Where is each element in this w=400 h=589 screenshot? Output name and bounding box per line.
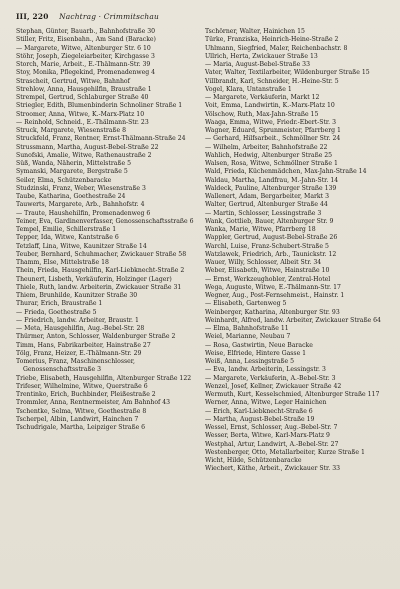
left-column xyxy=(16,28,198,432)
directory-entry: Ullrich, Herta, Zwickauer Straße 13 xyxy=(205,52,318,60)
directory-entry: Wessel, Ernst, Schlosser, Aug.-Bebel-Str. 7 xyxy=(205,424,338,431)
directory-entry: — Frieda, Goethestraße 5 xyxy=(16,308,97,316)
directory-entry: Trentinko, Erich, Buchbinder, Pleißestraße 2 xyxy=(16,391,156,398)
directory-entry: Tschudrigale, Martha, Leipziger Straße 6 xyxy=(16,424,146,431)
directory-entry: Teiner, Eva, Gardinenverfasser, Genossenschaftsstraße 6 xyxy=(16,217,194,225)
directory-entry: Tempel, Emilie, Schillerstraße 1 xyxy=(16,226,117,233)
directory-entry: Vogel, Klara, Untanstraße 1 xyxy=(205,85,292,93)
directory-entry: Thamm, Else, Mittelstraße 18 xyxy=(16,259,109,266)
directory-entry: Westenberger, Otto, Metallarbeiter, Kurze Straße 1 xyxy=(205,448,365,456)
directory-entry: Waldau, Martha, Landfrau, M.-Jahn-Str. 14 xyxy=(205,176,339,184)
directory-entry: Tschörner, Walter, Hainichen 15 xyxy=(205,28,305,35)
directory-entry: — Eva, landw. Arbeiterin, Lessingstr. 3 xyxy=(205,366,326,374)
directory-entry: Tepper, Ida, Witwe, Kantstraße 6 xyxy=(16,234,119,242)
directory-entry: — Wilhelm, Arbeiter, Bahnhofstraße 22 xyxy=(205,143,328,151)
directory-entry: Stroomer, Anna, Witwe, K.-Marx-Platz 10 xyxy=(16,110,145,118)
directory-entry: Süß, Wanda, Näherin, Mittelstraße 5 xyxy=(16,160,132,167)
directory-entry: Stoy, Monika, Pflegekind, Promenadenweg 4 xyxy=(16,69,156,77)
directory-entry: Strussmann, Martha, August-Bebel-Straße 22 xyxy=(16,143,159,151)
directory-entry: — Martha, August-Bebel-Straße 19 xyxy=(205,415,315,423)
directory-entry: Taube, Katharina, Goethestraße 24 xyxy=(16,193,126,200)
directory-entry: Wegner, Aug., Post-Fernsehmeist., Hainstr. 1 xyxy=(205,292,345,299)
directory-entry: — Elisabeth, Gartenweg 5 xyxy=(205,300,287,308)
directory-entry: Völschow, Ruth, Max-Jahn-Straße 15 xyxy=(205,110,319,118)
directory-entry: Studzinski, Franz, Weber, Wiesenstraße 3 xyxy=(16,184,146,192)
directory-entry: Wermuth, Kurt, Kesselschmied, Altenburger Straße 117 xyxy=(205,391,380,398)
directory-entry: Walsen, Rosa, Witwe, Schmöllner Straße 1 xyxy=(205,160,338,167)
directory-entry: Wank, Gottlieb, Bauer, Altenburger Str. 9 xyxy=(205,217,334,225)
directory-entry: — Ernst, Werkzeughobler, Zentral-Hotel xyxy=(205,275,331,283)
directory-entry: Warchl, Luise, Franz-Schubert-Straße 5 xyxy=(205,242,329,250)
directory-entry: Stiller, Fritz, Eisenbahn., Am Sand (Baracke) xyxy=(16,36,156,44)
directory-entry: — Gerhard, Hilfsarbeit., Schmöllner Str. 24 xyxy=(205,135,341,143)
directory-entry: — Elma, Bahnhofstraße 11 xyxy=(205,325,289,332)
directory-entry: Tscherpel, Albin, Landwirt, Hainchen 7 xyxy=(16,415,139,423)
page-header xyxy=(16,10,384,24)
directory-entry: Tetzlaff, Lina, Witwe, Kaunitzer Straße 14 xyxy=(16,242,147,250)
directory-entry: Wega, Auguste, Witwe, E.-Thälmann-Str. 17 xyxy=(205,283,341,291)
directory-entry: Wanka, Marie, Witwe, Pfarrberg 18 xyxy=(205,226,316,233)
directory-entry: — Martin, Schlosser, Lessingstraße 3 xyxy=(205,209,322,217)
directory-entry: Struck, Margarete, Wiesenstraße 8 xyxy=(16,127,127,134)
right-column xyxy=(205,28,387,474)
directory-entry: — Friedrich, landw. Arbeiter, Braustr. 1 xyxy=(16,316,139,324)
directory-entry: Storch, Marie, Arbeit., E.-Thälmann-Str. 39 xyxy=(16,61,151,68)
directory-entry: Weber, Elisabeth, Witwe, Hainstraße 10 xyxy=(205,267,330,275)
directory-entry: Tomerius, Franz, Maschinenschlosser, Genossenschaftsstraße 3 xyxy=(16,358,135,374)
directory-entry: Wagner, Eduard, Sprunmeister, Pfarrberg 1 xyxy=(205,127,341,134)
directory-entry: Walter, Gertrud, Altenburger Straße 44 xyxy=(205,201,328,209)
page-title: Nachtrag · Crimmitschau xyxy=(59,12,159,21)
directory-entry: — Traute, Haushehilfin, Promenadenweg 6 xyxy=(16,209,151,217)
directory-entry: Waaga, Emma, Witwe, Friedr.-Ebert-Str. 3 xyxy=(205,118,336,126)
directory-entry: Weiß, Anna, Lessingstraße 5 xyxy=(205,358,294,365)
directory-entry: Weise, Elfriede, Hintere Gasse 1 xyxy=(205,349,307,357)
directory-entry: Uhlmann, Siegfried, Maler, Reichenbachstr. 8 xyxy=(205,44,348,52)
directory-entry: — Margarete, Verkäuferin, A.-Bebel-Str. 3 xyxy=(205,374,336,382)
directory-entry: Wauer, Willy, Schlosser, Albeit Str. 34 xyxy=(205,259,322,266)
directory-entry: Thurar, Erich, Braustraße 1 xyxy=(16,300,103,308)
directory-entry: — Reinhold, Schneid., E.-Thälmann-Str. 23 xyxy=(16,118,149,126)
directory-entry: Wesser, Berta, Witwe, Karl-Marx-Platz 9 xyxy=(205,432,330,440)
directory-entry: — Margarete, Verkäuferin, Markt 12 xyxy=(205,94,320,101)
directory-entry: Werner, Anna, Witwe, Leger Hainichen xyxy=(205,399,327,407)
directory-entry: Wald, Frieda, Küchenmädchen, Max-Jahn-Straße 14 xyxy=(205,168,367,176)
directory-entry: Stephan, Günter, Bauarb., Bahnhofstraße 30 xyxy=(16,28,156,35)
directory-entry: Teuber, Bernhard, Schuhmacher, Zwickauer Straße 58 xyxy=(16,250,187,258)
directory-entry: Symanski, Margarete, Bergstraße 5 xyxy=(16,168,128,176)
directory-entry: Seiler, Elma, Schützenbaracke xyxy=(16,176,112,184)
directory-entry: Tschentke, Selma, Witwe, Goethestraße 8 xyxy=(16,407,147,415)
directory-entry: Thürmer, Anton, Schlosser, Waldenburger Straße 2 xyxy=(16,333,176,341)
directory-entry: Sunofski, Amalie, Witwe, Rathenaustraße 2 xyxy=(16,151,152,159)
directory-entry: Thiem, Brunhilde, Kaunitzer Straße 30 xyxy=(16,292,138,299)
directory-entry: Stöhr, Joseph, Ziegeleiarbeiter, Kirchgasse 3 xyxy=(16,52,155,60)
directory-entry: Türke, Franziska, Heinrich-Heine-Straße 2 xyxy=(205,36,339,44)
directory-entry: Villbrandt, Karl, Schneider, H.-Heine-Str. 5 xyxy=(205,77,339,85)
directory-entry: — Rosa, Gastwirtin, Neue Baracke xyxy=(205,341,313,349)
directory-entry: — Margarete, Witwe, Altenburger Str. 6 10 xyxy=(16,44,151,52)
directory-entry: Wenzel, Josef, Kellner, Zwickauer Straße 42 xyxy=(205,382,342,390)
directory-entry: Timm, Hans, Fabrikarbeiter, Hainstraße 27 xyxy=(16,341,151,349)
directory-entry: — Maria, August-Bebel-Straße 33 xyxy=(205,61,310,68)
directory-entry: Strascheit, Gertrud, Witwe, Bahnhof xyxy=(16,77,130,85)
directory-entry: Tölg, Franz, Heizer, E.-Thälmann-Str. 29 xyxy=(16,349,142,357)
directory-entry: Triebe, Elisabeth, Hausgehilfin, Altenburger Straße 122 xyxy=(16,374,192,382)
directory-entry: Trommler, Anna, Rentnermeister, Am Bahnhof 43 xyxy=(16,399,171,407)
directory-entry: Wallenert, Adam, Bergarbeiter, Markt 3 xyxy=(205,193,329,200)
directory-entry: Westphal, Artur, Landwirt, A.-Bebel-Str. 27 xyxy=(205,440,339,448)
directory-entry: Struckfeld, Franz, Rentner, Ernst-Thälmann-Straße 24 xyxy=(16,135,186,143)
directory-entry: Vater, Walter, Textilarbeiter, Wildenburger Straße 15 xyxy=(205,69,370,77)
directory-entry: Theunert, Lisbeth, Verkäuferin, Holzinger (Lager) xyxy=(16,275,172,283)
directory-entry: Striegler, Edith, Blumenbinderin Schnoliner Straße 1 xyxy=(16,102,183,110)
directory-entry: Wappler, Gertrud, August-Bebel-Straße 26 xyxy=(205,234,338,242)
directory-entry: Wiechert, Käthe, Arbeit., Zwickauer Str. 33 xyxy=(205,465,341,473)
directory-entry: Weinberger, Katharina, Altenburger Str. 93 xyxy=(205,308,340,316)
directory-entry: Tauwerts, Margarete, Arb., Bahnhofstr. 4 xyxy=(16,201,145,209)
directory-entry: Voit, Emma, Landwirtin, K.-Marx-Platz 10 xyxy=(205,102,335,110)
directory-entry: Weinhardt, Alfred, landw. Arbeiter, Zwickauer Straße 64 xyxy=(205,316,381,324)
directory-entry: Watzlawek, Friedrich, Arb., Taunickstr. 12 xyxy=(205,250,337,258)
directory-entry: Weiel, Marianne, Neubau 7 xyxy=(205,333,291,341)
directory-entry: Wicht, Hilde, Schützenbaracke xyxy=(205,457,302,464)
directory-entry: — Erich, Karl-Liebknecht-Straße 6 xyxy=(205,407,313,415)
directory-entry: Strehlow, Anna, Hausgehilfin, Braustraße 1 xyxy=(16,85,152,93)
directory-entry: Strempel, Gertrud, Schlaburger Straße 40 xyxy=(16,94,149,101)
directory-entry: Trifeser, Wilhelmine, Witwe, Querstraße 6 xyxy=(16,382,148,390)
page-number: III, 220 xyxy=(16,12,49,21)
directory-entry: — Meta, Hausgehilfin, Aug.-Bebel-Str. 28 xyxy=(16,325,145,332)
directory-entry: Thein, Frieda, Hausgehilfin, Karl-Liebknecht-Straße 2 xyxy=(16,267,185,275)
directory-entry: Thiele, Ruth, landw. Arbeiterin, Zwickauer Straße 31 xyxy=(16,283,182,291)
directory-entry: Waldeck, Pauline, Altenburger Straße 139 xyxy=(205,184,337,192)
directory-entry: Wahlich, Hedwig, Altenburger Straße 25 xyxy=(205,151,333,159)
